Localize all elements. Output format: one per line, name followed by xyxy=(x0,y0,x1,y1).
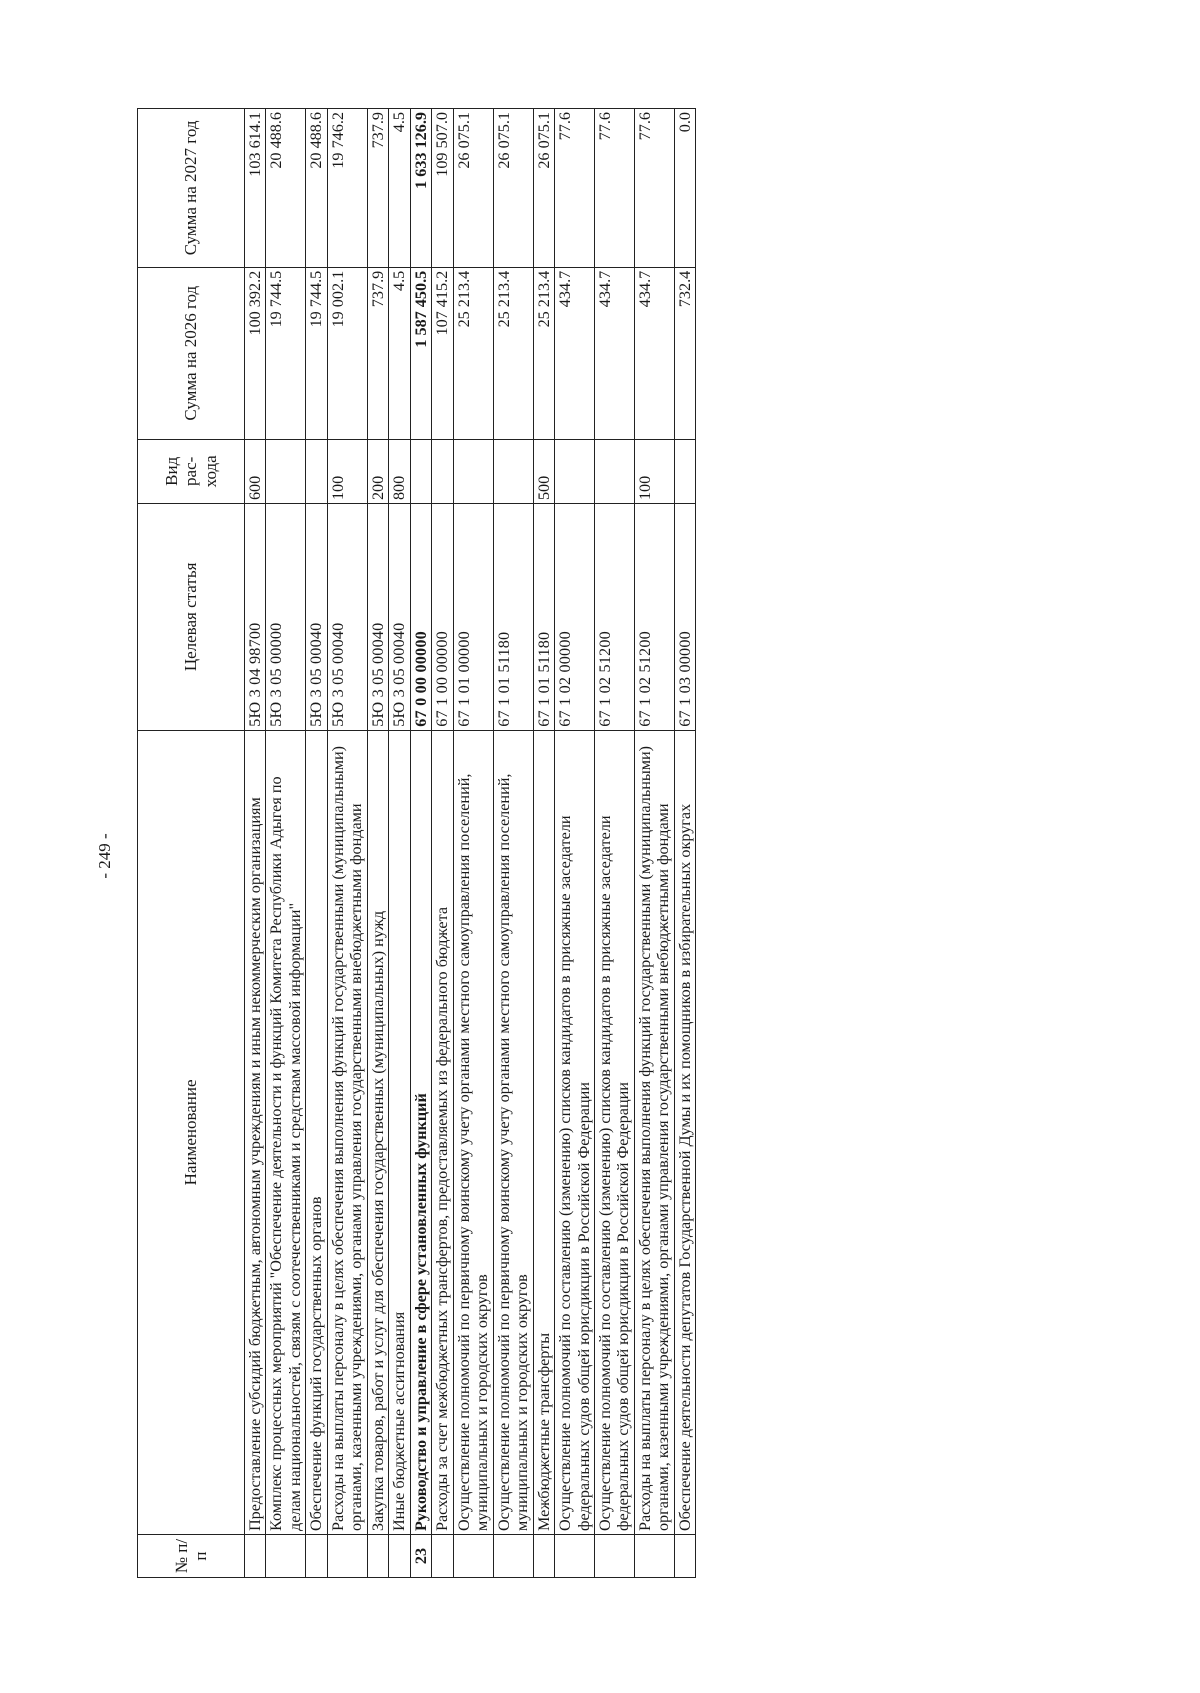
row-sum-2026: 732.4 xyxy=(674,267,695,439)
row-sum-2026: 25 213.4 xyxy=(493,267,533,439)
row-name: Межбюджетные трансферты xyxy=(533,730,554,1534)
row-sum-2026: 434.7 xyxy=(634,267,674,439)
row-code: 67 1 02 51200 xyxy=(634,504,674,731)
table-row xyxy=(432,109,453,1578)
row-num xyxy=(453,1535,493,1578)
row-vid xyxy=(453,439,493,503)
row-sum-2026: 19 002.1 xyxy=(327,267,367,439)
row-name: Иные бюджетные ассигнования xyxy=(389,730,410,1534)
table-row xyxy=(493,109,533,1578)
row-num xyxy=(533,1535,554,1578)
row-code: 5Ю 3 05 00040 xyxy=(327,504,367,731)
table-row xyxy=(674,109,695,1578)
table-body xyxy=(245,109,696,1578)
page-number: - 249 - xyxy=(95,833,114,879)
row-num xyxy=(389,1535,410,1578)
row-sum-2026: 25 213.4 xyxy=(453,267,493,439)
row-sum-2026: 25 213.4 xyxy=(533,267,554,439)
row-name: Обеспечение функций государственных органов xyxy=(306,730,327,1534)
row-name: Предоставление субсидий бюджетным, автономным учреждениям и иным некоммерческим организациям xyxy=(245,730,266,1534)
row-num xyxy=(245,1535,266,1578)
table-row xyxy=(266,109,306,1578)
row-vid: 800 xyxy=(389,439,410,503)
header-vid: Вид рас- хода xyxy=(138,439,245,503)
row-num xyxy=(555,1535,595,1578)
row-name: Осуществление полномочий по составлению (изменению) списков кандидатов в присяжные заседатели федеральных судов общей юрисдикции в Российской Федерации xyxy=(555,730,595,1534)
row-code: 67 1 02 51200 xyxy=(594,504,634,731)
row-code: 5Ю 3 05 00040 xyxy=(367,504,388,731)
row-code: 5Ю 3 05 00040 xyxy=(306,504,327,731)
row-vid: 600 xyxy=(245,439,266,503)
header-sum-2027: Сумма на 2027 год xyxy=(138,109,245,268)
row-name: Расходы на выплаты персоналу в целях обеспечения выполнения функций государственными (муниципальными) органами, казенными учреждениями, органами управления государственными внебюджетными фондами xyxy=(634,730,674,1534)
row-name: Закупка товаров, работ и услуг для обеспечения государственных (муниципальных) нужд xyxy=(367,730,388,1534)
table-row xyxy=(306,109,327,1578)
row-name: Расходы на выплаты персоналу в целях обеспечения выполнения функций государственными (муниципальными) органами, казенными учреждениями, органами управления государственными внебюджетными фондами xyxy=(327,730,367,1534)
row-vid xyxy=(674,439,695,503)
row-sum-2026: 19 744.5 xyxy=(306,267,327,439)
budget-table-sheet xyxy=(137,108,1049,1578)
row-vid: 200 xyxy=(367,439,388,503)
row-vid xyxy=(266,439,306,503)
row-vid xyxy=(306,439,327,503)
row-sum-2027: 26 075.1 xyxy=(493,109,533,268)
row-code: 67 0 00 00000 xyxy=(410,504,431,731)
budget-table xyxy=(137,108,696,1578)
row-sum-2026: 19 744.5 xyxy=(266,267,306,439)
row-sum-2027: 19 746.2 xyxy=(327,109,367,268)
row-num xyxy=(432,1535,453,1578)
table-row xyxy=(634,109,674,1578)
row-num xyxy=(327,1535,367,1578)
row-vid xyxy=(555,439,595,503)
row-code: 67 1 03 00000 xyxy=(674,504,695,731)
row-sum-2026: 4.5 xyxy=(389,267,410,439)
row-vid xyxy=(432,439,453,503)
row-sum-2027: 1 633 126.9 xyxy=(410,109,431,268)
row-sum-2026: 434.7 xyxy=(594,267,634,439)
row-sum-2027: 737.9 xyxy=(367,109,388,268)
row-sum-2027: 0.0 xyxy=(674,109,695,268)
row-name: Осуществление полномочий по составлению (изменению) списков кандидатов в присяжные заседатели федеральных судов общей юрисдикции в Российской Федерации xyxy=(594,730,634,1534)
row-code: 67 1 01 51180 xyxy=(533,504,554,731)
row-code: 5Ю 3 04 98700 xyxy=(245,504,266,731)
row-name: Расходы за счет межбюджетных трансфертов, предоставляемых из федерального бюджета xyxy=(432,730,453,1534)
row-sum-2026: 1 587 450.5 xyxy=(410,267,431,439)
header-name: Наименование xyxy=(138,730,245,1534)
row-num xyxy=(594,1535,634,1578)
row-name: Осуществление полномочий по первичному воинскому учету органами местного самоуправления поселений, муниципальных и городских округов xyxy=(453,730,493,1534)
table-row xyxy=(594,109,634,1578)
row-sum-2027: 20 488.6 xyxy=(266,109,306,268)
row-code: 67 1 02 00000 xyxy=(555,504,595,731)
row-sum-2027: 4.5 xyxy=(389,109,410,268)
row-sum-2027: 26 075.1 xyxy=(453,109,493,268)
table-row xyxy=(533,109,554,1578)
table-row xyxy=(389,109,410,1578)
row-sum-2027: 20 488.6 xyxy=(306,109,327,268)
table-row xyxy=(367,109,388,1578)
row-code: 67 1 01 00000 xyxy=(453,504,493,731)
row-sum-2026: 100 392.2 xyxy=(245,267,266,439)
row-vid xyxy=(410,439,431,503)
row-vid xyxy=(594,439,634,503)
row-name: Руководство и управление в сфере установленных функций xyxy=(410,730,431,1534)
header-code: Целевая статья xyxy=(138,504,245,731)
table-row xyxy=(245,109,266,1578)
row-vid: 500 xyxy=(533,439,554,503)
table-header-row xyxy=(138,109,245,1578)
table-row-section xyxy=(410,109,431,1578)
row-sum-2027: 26 075.1 xyxy=(533,109,554,268)
row-num xyxy=(306,1535,327,1578)
row-code: 67 1 01 51180 xyxy=(493,504,533,731)
row-sum-2027: 77.6 xyxy=(555,109,595,268)
row-num: 23 xyxy=(410,1535,431,1578)
header-sum-2026: Сумма на 2026 год xyxy=(138,267,245,439)
row-sum-2027: 77.6 xyxy=(594,109,634,268)
row-code: 5Ю 3 05 00000 xyxy=(266,504,306,731)
table-row xyxy=(555,109,595,1578)
row-code: 67 1 00 00000 xyxy=(432,504,453,731)
row-name: Обеспечение деятельности депутатов Государственной Думы и их помощников в избирательных округах xyxy=(674,730,695,1534)
row-sum-2027: 77.6 xyxy=(634,109,674,268)
row-sum-2027: 103 614.1 xyxy=(245,109,266,268)
row-num xyxy=(367,1535,388,1578)
row-name: Осуществление полномочий по первичному воинскому учету органами местного самоуправления поселений, муниципальных и городских округов xyxy=(493,730,533,1534)
table-row xyxy=(453,109,493,1578)
row-sum-2026: 434.7 xyxy=(555,267,595,439)
row-name: Комплекс процессных мероприятий "Обеспечение деятельности и функций Комитета Республики Адыгея по делам национальностей, связям с соотечественниками и средствам массовой информации" xyxy=(266,730,306,1534)
row-sum-2026: 107 415.2 xyxy=(432,267,453,439)
row-vid: 100 xyxy=(634,439,674,503)
row-sum-2026: 737.9 xyxy=(367,267,388,439)
row-num xyxy=(674,1535,695,1578)
row-vid xyxy=(493,439,533,503)
row-num xyxy=(493,1535,533,1578)
row-num xyxy=(634,1535,674,1578)
table-row xyxy=(327,109,367,1578)
row-sum-2027: 109 507.0 xyxy=(432,109,453,268)
row-code: 5Ю 3 05 00040 xyxy=(389,504,410,731)
row-num xyxy=(266,1535,306,1578)
row-vid: 100 xyxy=(327,439,367,503)
header-num: № п/п xyxy=(138,1535,245,1578)
